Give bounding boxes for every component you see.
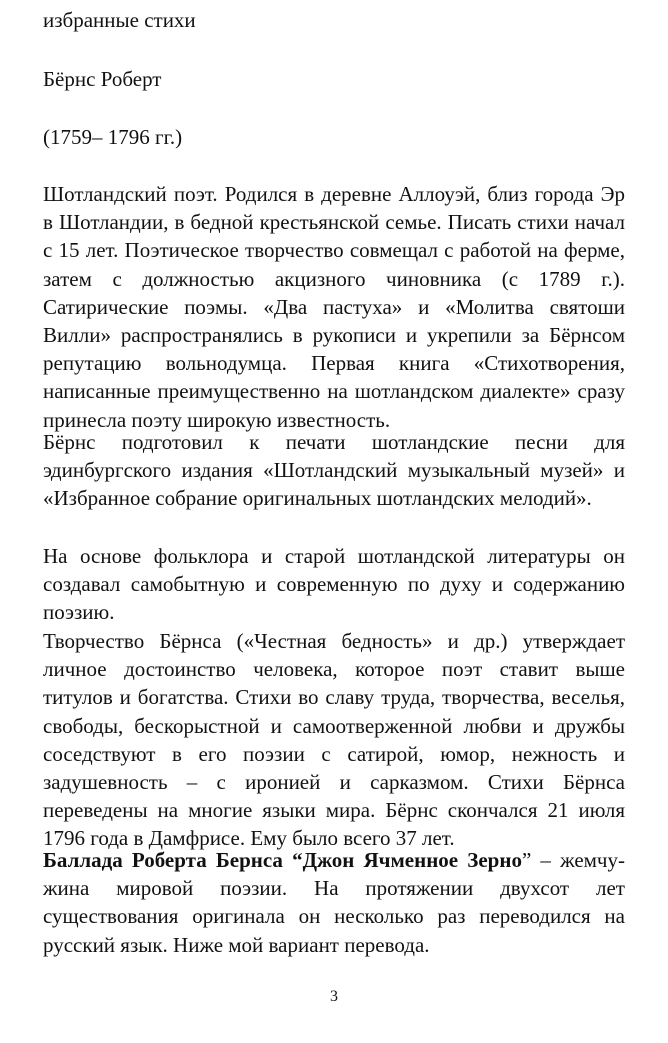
author-years: (1759– 1796 гг.) [43, 125, 183, 149]
collection-title: избранные стихи [43, 8, 196, 32]
author-name: Бёрнс Роберт [43, 67, 162, 91]
creativity-paragraph: Творчество Бёрнса («Честная бедность» и др.) утверждает личное достоинство человека, которое поэт ставит выше титулов и богатства. Стихи во славу труда, творчества, веселья, свободы, бескорыстной и самоотверженной любви и дружбы соседствуют в его поэзии с сатирой, юмор, нежность и задушевность – с иронией и сарказмом. Стихи Бёрнса переведены на многие языки мира. Бёрнс скончался 21 июля 1796 года в Дамфрисе. Ему было всего 37 лет. [43, 629, 625, 851]
folklore-paragraph: На основе фольклора и старой шотландской литературы он создавал самобытную и современную по духу и содержанию поэзию. [43, 544, 625, 625]
biography-paragraph: Шотландский поэт. Родился в деревне Аллоуэй, близ города Эр в Шотландии, в бедной крестьянской семье. Писать стихи начал с 15 лет. Поэтическое творчество совмещал с работой на ферме, затем с должностью акцизного чиновника (с 1789 г.). Сатирические поэмы. «Два пастуха» и «Молитва святоши Вилли» распространялись в рукописи и укрепили за Бёрнсом репутацию вольнодумца. Первая книга «Стихотворения, написанные преимущественно на шотландском диалекте» сразу принесла поэту широкую известность. [43, 182, 625, 432]
ballad-title: Баллада Роберта Бернса “Джон Ячменное Зерно [43, 848, 522, 872]
songs-paragraph: Бёрнс подготовил к печати шотландские песни для эдинбургского издания «Шотландский музыкальный музей» и «Избранное собрание оригинальных шотландских мелодий». [43, 430, 625, 511]
ballad-paragraph [43, 846, 625, 959]
page-number: 3 [330, 988, 338, 1005]
ballad-description: ” – жемчужина мировой поэзии. На протяжении двухсот лет существования оригинала он несколько раз переводился на русский язык. Ниже мой вариант перевода. [43, 848, 625, 957]
